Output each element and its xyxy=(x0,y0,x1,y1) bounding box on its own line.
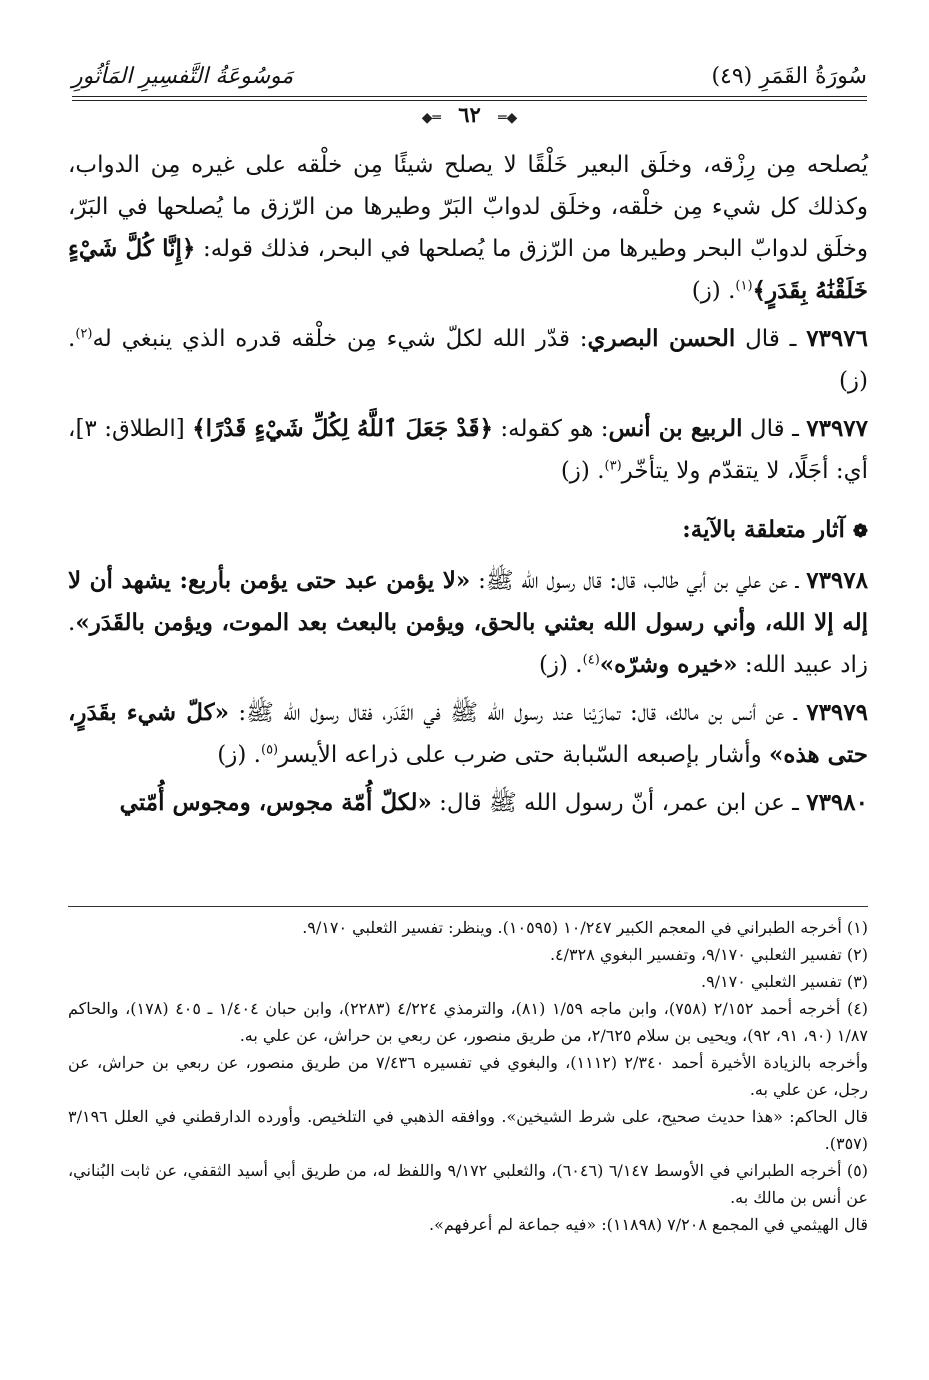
footnote-1: (١) أخرجه الطبراني في المعجم الكبير ١٠/٢٤٧ (١٠٥٩٥). وينظر: تفسير الثعلبي ٩/١٧٠. xyxy=(302,918,868,937)
ornament-left-icon: ═◆ xyxy=(421,110,441,126)
p4-pre: ـ عن علي بن أبي طالب، قال: قال رسول الله ﷺ: xyxy=(470,568,807,594)
page-number: ٦٢ xyxy=(458,102,481,127)
footnotes xyxy=(68,914,868,1238)
paragraph-73977 xyxy=(68,408,868,492)
narrator-name: الحسن البصري xyxy=(587,325,736,352)
footnote-4-cont-b: قال الحاكم: «هذا حديث صحيح، على شرط الشيخين». ووافقه الذهبي في التلخيص. وأورده الدارقطني في العلل ٣/١٩٦ (٣٥٧). xyxy=(68,1107,868,1153)
hadith-text: «لكلّ أُمّة مجوس، ومجوس أُمّتي xyxy=(119,789,432,816)
surah-name: سُورَةُ القَمَرِ (٤٩) xyxy=(711,64,867,89)
flower-icon: ❁ xyxy=(852,521,868,542)
paragraph-73980 xyxy=(68,782,868,824)
p4-end: . (ز) xyxy=(538,652,583,678)
footnote-2: (٢) تفسير الثعلبي ٩/١٧٠، وتفسير البغوي ٤/٣٢٨. xyxy=(549,945,868,964)
hadith-addition: «خيره وشرّه» xyxy=(599,651,738,678)
header-rule xyxy=(72,96,867,97)
paragraph-73979 xyxy=(68,692,868,776)
hadith-text: «لا يؤمن عبد حتى يؤمن بأربع: يشهد أن لا إله إلا الله، وأني رسول الله بعثني بالحق، ويؤمن بالبعث بعد الموت، ويؤمن بالقَدَر» xyxy=(68,567,868,636)
footnote-5-cont: قال الهيثمي في المجمع ٧/٢٠٨ (١١٨٩٨): «فيه جماعة لم أعرفهم». xyxy=(429,1215,868,1234)
p1-text: يُصلحه مِن رِزْقه، وخلَق البعير خَلْقًا لا يصلح شيئًا مِن خلْقه على غيره مِن الدواب، وكذلك كل شيء مِن خلْقه، وخلَق لدوابّ البَرّ وطيرها من الرّزق ما يُصلحها في البَرّ، وخلَق لدوابّ البحر وطيرها من الرّزق ما يُصلحها في البحر، فذلك قوله: xyxy=(68,152,869,262)
verse-reference: [الطلاق: ٣] xyxy=(75,416,193,442)
quran-verse: ﴿قَدْ جَعَلَ ٱللَّهُ لِكُلِّ شَيْءٍ قَدْرًا﴾ xyxy=(192,415,493,442)
section-heading-text: آثار متعلقة بالآية: xyxy=(682,516,845,543)
book-title: مَوسُوعَةُ التَّفسِيرِ المَأثُورِ xyxy=(72,64,294,89)
paragraph-73976 xyxy=(68,318,868,402)
narrator-name: الربيع بن أنس xyxy=(608,415,743,442)
narration-number: ٧٣٩٧٧ xyxy=(806,415,869,442)
footnote-4: (٤) أخرجه أحمد ٢/١٥٢ (٧٥٨)، وابن ماجه ١/٥٩ (٨١)، والترمذي ٤/٢٢٤ (٢٢٨٣)، وابن حبان ١/٤٠٤ ـ ٤٠٥ (١٧٨)، والحاكم ١/٨٧ (٩٠، ٩١، ٩٢)، ويحيى بن سلام ٢/٦٢٥، من طريق منصور، عن ربعي بن حراش، عن علي به. xyxy=(68,999,869,1045)
p3-text: : هو كقوله: xyxy=(492,416,609,442)
p4-mid: . زاد عبيد الله: xyxy=(68,610,868,678)
narration-number: ٧٣٩٨٠ xyxy=(806,789,868,816)
p5-pre: ـ عن أنس بن مالك، قال: تمارَيْنا عند رسول الله ﷺ في القَدَر، فقال رسول الله ﷺ: xyxy=(228,700,807,726)
p2-text: : قدّر الله لكلّ شيء مِن خلْقه قدره الذي ينبغي له xyxy=(92,326,588,352)
p2-pre: ـ قال xyxy=(735,326,807,352)
footnote-ref[interactable]: (٣) xyxy=(604,458,622,474)
hadith-text: «كلّ شيء بقَدَرٍ، حتى هذه» xyxy=(68,699,868,768)
page-number-block xyxy=(72,102,867,127)
footnote-ref[interactable]: (٤) xyxy=(582,652,600,668)
footnote-ref[interactable]: (١) xyxy=(735,278,753,294)
footnote-separator xyxy=(68,906,868,907)
section-heading xyxy=(68,510,868,552)
narration-number: ٧٣٩٧٦ xyxy=(806,325,868,352)
ornament-right-icon: ◆═ xyxy=(498,110,518,126)
p5-text: وأشار بإصبعه السّبابة حتى ضرب على ذراعه الأيسر xyxy=(278,742,770,768)
p3-end: . (ز) xyxy=(560,458,605,484)
footnote-ref[interactable]: (٥) xyxy=(260,742,279,758)
narration-number: ٧٣٩٧٩ xyxy=(806,699,868,726)
p5-end: . (ز) xyxy=(217,742,261,768)
p6-pre: ـ عن ابن عمر، أنّ رسول الله ﷺ قال: xyxy=(431,790,807,816)
p3-pre: ـ قال xyxy=(742,416,807,442)
narration-number: ٧٣٩٧٨ xyxy=(806,567,868,594)
p2-end: . (ز) xyxy=(68,326,868,394)
paragraph-73978 xyxy=(68,560,868,686)
p1-end: . (ز) xyxy=(691,278,736,304)
page-header xyxy=(72,64,867,127)
footnote-4-cont-a: وأخرجه بالزيادة الأخيرة أحمد ٢/٣٤٠ (١١١٢)، والبغوي في تفسيره ٧/٤٣٦ من طريق منصور، عن ربعي بن حراش، عن رجل، عن علي به. xyxy=(68,1053,869,1099)
quran-verse: ﴿إِنَّا كُلَّ شَيْءٍ خَلَقْنَٰهُ بِقَدَرٍ﴾ xyxy=(68,235,868,304)
footnote-3: (٣) تفسير الثعلبي ٩/١٧٠. xyxy=(700,972,868,991)
main-text xyxy=(68,144,868,830)
header-rule-thin xyxy=(72,100,867,101)
paragraph-1 xyxy=(68,144,868,312)
footnote-5: (٥) أخرجه الطبراني في الأوسط ٦/١٤٧ (٦٠٤٦)، والثعلبي ٩/١٧٢ واللفظ له، من طريق أبي أسيد الثقفي، عن ثابت البُناني، عن أنس بن مالك به. xyxy=(68,1161,869,1207)
p3-text2: ، أي: أجَلًا، لا يتقدّم ولا يتأخّر xyxy=(68,416,868,484)
footnote-ref[interactable]: (٢) xyxy=(75,326,93,342)
